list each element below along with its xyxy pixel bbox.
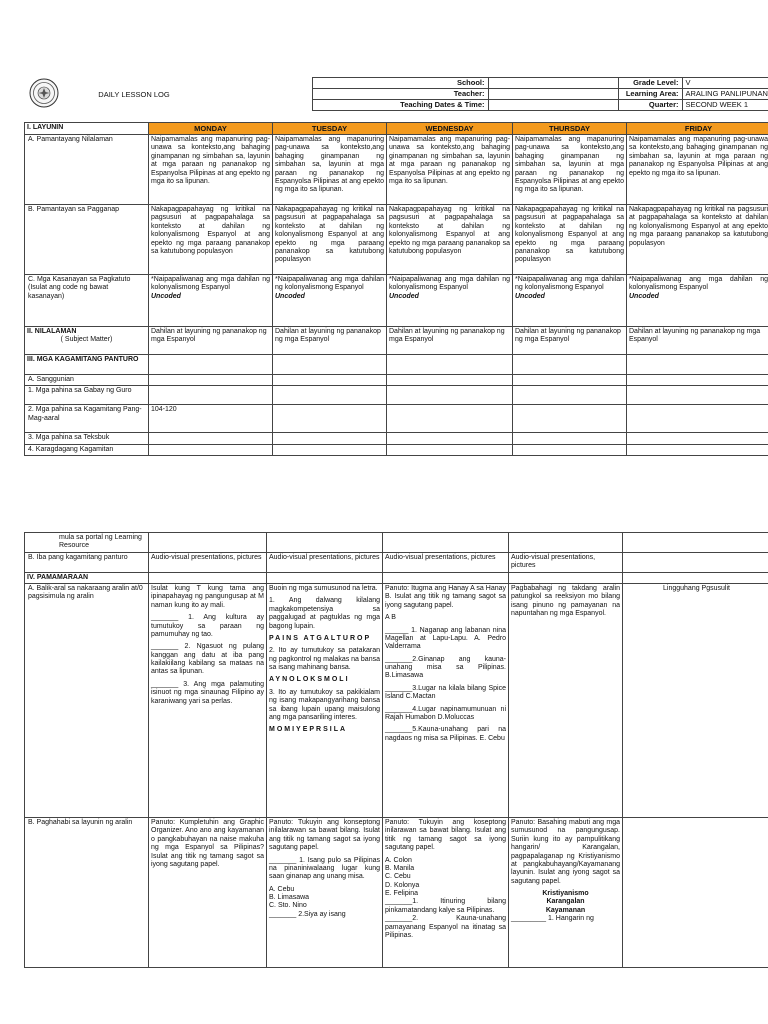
choice: A. Colon <box>385 856 412 864</box>
subject-matter-label: ( Subject Matter) <box>60 336 113 344</box>
wednesday-balik-aral <box>383 583 509 817</box>
table-row <box>25 552 768 572</box>
choice: B. Limasawa <box>269 894 310 902</box>
kasanayan-text: *Naipapaliwanag ang mga dahilan ng kolonyalismong Espanyol <box>275 276 384 292</box>
cell-text: Nakapagpapahayag ng kritikal na pagsusuri at pagpapahalaga sa konteksto at dahilan ng kolonyalismong Espanyol at ang epekto ng mga paraang pananakop sa katutubong populasyon <box>149 205 273 275</box>
cell-empty <box>387 433 513 444</box>
cell-empty <box>627 386 768 405</box>
cell-text: Audio-visual presentations, pictures <box>267 552 383 572</box>
cell-empty <box>627 375 768 386</box>
cell-empty <box>513 433 627 444</box>
cell-text <box>149 275 273 327</box>
cell-text: 104-120 <box>149 405 273 433</box>
cell-empty <box>149 572 267 583</box>
cell-empty <box>513 355 627 375</box>
deped-logo <box>24 78 64 111</box>
table-row <box>25 433 768 444</box>
cell-empty <box>509 572 623 583</box>
cell-text: Audio-visual presentations, pictures <box>149 552 267 572</box>
answer-choice: Karangalan <box>546 898 585 906</box>
cell-empty <box>383 572 509 583</box>
cell-empty <box>149 375 273 386</box>
cell-text: Audio-visual presentations, pictures <box>509 552 623 572</box>
cell-empty <box>149 433 273 444</box>
quarter-label: Quarter: <box>618 100 682 111</box>
uncoded-label: Uncoded <box>275 292 305 300</box>
lesson-table-page-2 <box>24 532 768 968</box>
cell-empty <box>623 533 768 553</box>
table-row <box>25 135 768 205</box>
kagamitang-heading: III. MGA KAGAMITANG PANTURO <box>25 355 149 375</box>
cell-empty <box>509 533 623 553</box>
cell-empty <box>267 533 383 553</box>
cell-text: Audio-visual presentations, pictures <box>383 552 509 572</box>
cell-empty <box>273 375 387 386</box>
choice: B. Manila <box>385 864 415 872</box>
cell-text: Nakapagpapahayag ng kritikal na pagsusuri at pagpapahalaga sa konteksto at dahilan ng kolonyalismong Espanyol at ang epekto ng mga paraang pananakop sa katutubong populasyon <box>387 205 513 275</box>
kasanayan-note: (Isulat ang code ng bawat kasanayan) <box>28 284 109 300</box>
friday-balik-aral: Lingguhang Pgsusulit <box>623 583 768 817</box>
cell-paragraph: _______2. Kauna-unahang pamayanang Espanyol na itinatag sa Pilipinas. <box>385 915 506 940</box>
row-label: 2. Mga pahina sa Kagamitang Pang-Mag-aaral <box>25 405 149 433</box>
table-row <box>25 205 768 275</box>
kasanayan-label: C. Mga Kasanayan sa Pagkatuto <box>28 276 131 283</box>
scrambled-word: AYNOLOKSMOLI <box>269 676 350 684</box>
cell-text: Nakapagpapahayag ng kritikal na pagsusuri at pagpapahalaga sa konteksto at dahilan ng kolonyalismong Espanyol at ang epekto ng mga paraang pananakop sa katutubong populasyon <box>273 205 387 275</box>
day-header-wednesday: WEDNESDAY <box>387 123 513 135</box>
row-label: 1. Mga pahina sa Gabay ng Guro <box>25 386 149 405</box>
row-label: B. Iba pang kagamitang panturo <box>25 552 149 572</box>
monday-balik-aral <box>149 583 267 817</box>
cell-paragraph: Panuto: Tukuyin ang konseptong inilalarawan sa bawat bilang. Isulat ang titik ng tamang sagot sa iyong sagutang papel. <box>269 818 380 852</box>
cell-paragraph: Panuto: Itugma ang Hanay A sa Hanay B. Isulat ang titik ng tamang sagot sa iyong sagutang papel. <box>385 584 506 609</box>
cell-empty <box>387 386 513 405</box>
scrambled-word: MOMIYEPRSILA <box>269 726 348 734</box>
choice: E. Felipina <box>385 890 419 898</box>
cell-empty <box>623 572 768 583</box>
cell-empty <box>627 355 768 375</box>
cell-empty <box>513 386 627 405</box>
table-row <box>25 583 768 817</box>
cell-empty <box>273 444 387 455</box>
school-label: School: <box>312 78 488 89</box>
table-row <box>25 275 768 327</box>
uncoded-label: Uncoded <box>151 292 181 300</box>
table-row <box>25 327 768 355</box>
tuesday-balik-aral <box>267 583 383 817</box>
school-field[interactable] <box>488 78 618 89</box>
teacher-label: Teacher: <box>312 89 488 100</box>
kasanayan-text: *Naipapaliwanag ang mga dahilan ng kolonyalismong Espanyol <box>151 276 270 292</box>
teaching-dates-label: Teaching Dates & Time: <box>312 100 488 111</box>
cell-paragraph: _______ 2.Siya ay isang <box>269 910 346 918</box>
cell-empty <box>387 444 513 455</box>
lesson-table-page-1 <box>24 122 768 456</box>
cell-empty <box>267 572 383 583</box>
table-row <box>25 355 768 375</box>
uncoded-label: Uncoded <box>629 292 659 300</box>
kasanayan-text: *Naipapaliwanag ang mga dahilan ng kolonyalismong Espanyol <box>515 276 624 292</box>
wednesday-paghahabi <box>383 817 509 967</box>
table-row <box>25 533 768 553</box>
cell-text: Dahilan at layuning ng pananakop ng mga Espanyol <box>273 327 387 355</box>
cell-text: Naipamamalas ang mapanuring pag-unawa sa konteksto,ang bahaging ginampanan ng simbahan sa, layunin at mga paraan ng pananakop ng Espanyolsa Pilipinas at ang epekto ng mga ito sa lipunan. <box>149 135 273 205</box>
pamamaraan-heading: IV. PAMAMARAAN <box>25 572 149 583</box>
cell-empty <box>387 375 513 386</box>
nilalaman-heading: II. NILALAMAN <box>27 328 77 335</box>
teaching-dates-field[interactable] <box>488 100 618 111</box>
choice: C. Sto. Nino <box>269 902 307 910</box>
row-label: mula sa portal ng Learning Resource <box>25 533 149 553</box>
thursday-balik-aral: Pagbabahagi ng takdang aralin patungkol sa reeksiyon mo bilang isang pinuno ng pamayanan na napuntahan ng mga Espanyol. <box>509 583 623 817</box>
thursday-paghahabi <box>509 817 623 967</box>
cell-empty <box>513 405 627 433</box>
cell-paragraph: Panuto: Tukuyin ang koseptong inilarawan sa bawat bilang. Isulat ang titik ng tamang sagot sa iyong sagutang papel. <box>385 818 506 852</box>
cell-paragraph: _______ 1. Ang kultura ay tumutukoy sa paraan ng pamumuhay ng tao. <box>151 614 264 638</box>
cell-empty <box>627 433 768 444</box>
cell-paragraph: _______5.Kauna-unahang pari na nagdaos ng misa sa Pilipinas. E. Cebu <box>385 726 506 742</box>
row-label: 3. Mga pahina sa Teksbuk <box>25 433 149 444</box>
table-row <box>25 572 768 583</box>
row-label: A. Balik-aral sa nakaraang aralin at/0 pagsisimula ng aralin <box>25 583 149 817</box>
scrambled-word: PAINS ATGALTUROP <box>269 634 372 642</box>
cell-empty <box>623 552 768 572</box>
cell-empty <box>627 405 768 433</box>
cell-paragraph: Buoin ng mga sumusunod na letra. <box>269 584 378 592</box>
cell-empty <box>513 444 627 455</box>
cell-text: Naipamamalas ang mapanuring pag-unawa sa konteksto,ang bahaging ginampanan ng simbahan sa, layunin at mga paraan ng pananakop ng Espanyolsa Pilipinas at ang epekto ng mga ito sa lipunan. <box>627 135 768 205</box>
day-header-monday: MONDAY <box>149 123 273 135</box>
learning-area-value[interactable]: ARALING PANLIPUNAN <box>682 89 768 100</box>
cell-empty <box>149 533 267 553</box>
teacher-field[interactable] <box>488 89 618 100</box>
row-label: A. Pamantayang Nilalaman <box>25 135 149 205</box>
day-header-thursday: THURSDAY <box>513 123 627 135</box>
monday-paghahabi: Panuto: Kumpletuhin ang Graphic Organizer. Ano ano ang kayamanan o pangkabuhayan na naise makuha ng mga Espanyol sa Pilipinas? Isulat ang titik ng tamang sagot sa iyong sagutang papel. <box>149 817 267 967</box>
cell-paragraph: _______ 2. Ngasuot ng pulang kanggan ang datu at iba pang kailakiilang kabilang sa mataas na antas sa lipunan. <box>151 643 264 676</box>
table-row <box>25 386 768 405</box>
grade-level-label: Grade Level: <box>618 78 682 89</box>
cell-paragraph: _________ 1. Hangarin ng <box>511 915 594 923</box>
cell-text: Nakapagpapahayag ng kritikal na pagsusuri at pagpapahalaga sa konteksto at dahilan ng kolonyalismong Espanyol at ang epekto ng mga paraang pananakop sa katutubong populasyon <box>513 205 627 275</box>
row-label: A. Sanggunian <box>25 375 149 386</box>
table-row <box>25 375 768 386</box>
cell-text <box>627 275 768 327</box>
cell-paragraph: _______4.Lugar napinamumunuan ni Rajah Humabon D.Moluccas <box>385 705 506 722</box>
cell-paragraph: _______ 1. Isang pulo sa Pilipinas na pinaniniwalaang lugar kung saan ginanap ang unang misa. <box>269 856 380 881</box>
cell-empty <box>387 405 513 433</box>
cell-paragraph: 2. Ito ay tumutukoy sa patakaran ng pagkontrol ng malakas na bansa sa isang mahinang bansa. <box>269 647 380 672</box>
cell-paragraph: _______ 3. Ang mga palamuting isinuot ng mga sinaunag Filipino ay karaniwang yari sa perlas. <box>151 680 264 705</box>
row-label <box>25 327 149 355</box>
cell-empty <box>623 817 768 967</box>
cell-text: Dahilan at layuning ng pananakop ng mga Espanyol <box>387 327 513 355</box>
cell-text: Dahilan at layuning ng pananakop ng mga Espanyol <box>627 327 768 355</box>
uncoded-label: Uncoded <box>389 292 419 300</box>
cell-text <box>387 275 513 327</box>
day-header-friday: FRIDAY <box>627 123 768 135</box>
choice: C. Cebu <box>385 873 411 881</box>
choice: A. Cebu <box>269 885 295 893</box>
cell-empty <box>627 444 768 455</box>
quarter-value[interactable]: SECOND WEEK 1 <box>682 100 768 111</box>
cell-text: Naipamamalas ang mapanuring pag-unawa sa konteksto,ang bahaging ginampanan ng simbahan sa, layunin at mga paraan ng pananakop ng Espanyolsa Pilipinas at ang epekto ng mga ito sa lipunan. <box>387 135 513 205</box>
cell-paragraph: A B <box>385 614 396 622</box>
table-row <box>25 444 768 455</box>
cell-text <box>513 275 627 327</box>
cell-empty <box>387 355 513 375</box>
page-2 <box>0 488 768 1024</box>
answer-choice: Kristiyanismo <box>542 890 589 898</box>
page-1 <box>0 0 768 488</box>
cell-empty <box>273 355 387 375</box>
header-table <box>24 77 768 111</box>
learning-area-label: Learning Area: <box>618 89 682 100</box>
cell-text: Nakapagpapahayag ng kritikal na pagsusuri at pagpapahalaga sa konteksto at dahilan ng kolonyalismong Espanyol at ang epekto ng mga paraang pananakop sa katutubong populasyon <box>627 205 768 275</box>
cell-text: Dahilan at layuning ng pananakop ng mga Espanyol <box>149 327 273 355</box>
row-label: B. Paghahabi sa layunin ng aralin <box>25 817 149 967</box>
day-header-tuesday: TUESDAY <box>273 123 387 135</box>
cell-empty <box>273 433 387 444</box>
row-label <box>25 275 149 327</box>
cell-text: Naipamamalas ang mapanuring pag-unawa sa konteksto,ang bahaging ginampanan ng simbahan sa, layunin at mga paraan ng pananakop ng Espanyolsa Pilipinas at ang epekto ng mga ito sa lipunan. <box>513 135 627 205</box>
cell-paragraph: _______1. Itinuring bilang pinkamatandang kalye sa Pilipinas. <box>385 898 506 914</box>
cell-text: Naipamamalas ang mapanuring pag-unawa sa konteksto,ang bahaging ginampanan ng simbahan sa, layunin at mga paraan ng pananakop ng Espanyolsa Pilipinas at ang epekto ng mga ito sa lipunan. <box>273 135 387 205</box>
cell-text: Dahilan at layuning ng pananakop ng mga Espanyol <box>513 327 627 355</box>
tuesday-paghahabi <box>267 817 383 967</box>
cell-empty <box>149 386 273 405</box>
row-label: B. Pamantayan sa Pagganap <box>25 205 149 275</box>
cell-paragraph: _______3.Lugar na kilala bilang Spice Island C.Mactan <box>385 684 506 701</box>
cell-empty <box>149 355 273 375</box>
cell-paragraph: Isulat kung T kung tama ang ipinapahayag ng pangungusap at M naman kung ito ay mali. <box>151 584 264 609</box>
layunin-heading: I. LAYUNIN <box>25 123 149 135</box>
cell-empty <box>273 405 387 433</box>
daily-lesson-log-title: DAILY LESSON LOG <box>98 89 170 99</box>
row-label: 4. Karagdagang Kagamitan <box>25 444 149 455</box>
cell-empty <box>273 386 387 405</box>
answer-choice: Kayamanan <box>545 906 586 914</box>
grade-level-value[interactable]: V <box>682 78 768 89</box>
cell-text <box>273 275 387 327</box>
cell-empty <box>513 375 627 386</box>
cell-paragraph: ______ 1. Naganap ang labanan nina Magellan at Lapu-Lapu. A. Pedro Valderrama <box>385 626 506 651</box>
cell-paragraph: 3. Ito ay tumutukoy sa pakikialam ng isang makapangyarihang bansa sa ibang lupain upang maisulong ang mga pansariling interes. <box>269 688 380 722</box>
cell-empty <box>149 444 273 455</box>
uncoded-label: Uncoded <box>515 292 545 300</box>
cell-paragraph: Panuto: Basahing mabuti ang mga sumusunod na pangungusap. Suriin kung ito ay pampulitikang hangarin/ Karangalan, pagpapalaganap ng Kristiyanismo at pangkabuhayang/Kayamanang layunin. Isulat ang iyong sagot sa sagutang papel. <box>511 818 620 885</box>
kasanayan-text: *Naipapaliwanag ang mga dahilan ng kolonyalismong Espanyol <box>629 276 768 292</box>
cell-paragraph: 1. Ang dalwang kilalang magkakompetensiya sa paggalugad at pagtuklas ng mga bagong lupain. <box>269 597 380 630</box>
cell-empty <box>383 533 509 553</box>
seal-icon <box>29 78 59 108</box>
table-row <box>25 405 768 433</box>
table-row <box>25 817 768 967</box>
kasanayan-text: *Naipapaliwanag ang mga dahilan ng kolonyalismong Espanyol <box>389 276 510 292</box>
cell-paragraph: _______2.Ginanap ang kauna-unahang misa sa Pilipinas. B.Limasawa <box>385 655 506 680</box>
choice: D. Kolonya <box>385 881 420 889</box>
